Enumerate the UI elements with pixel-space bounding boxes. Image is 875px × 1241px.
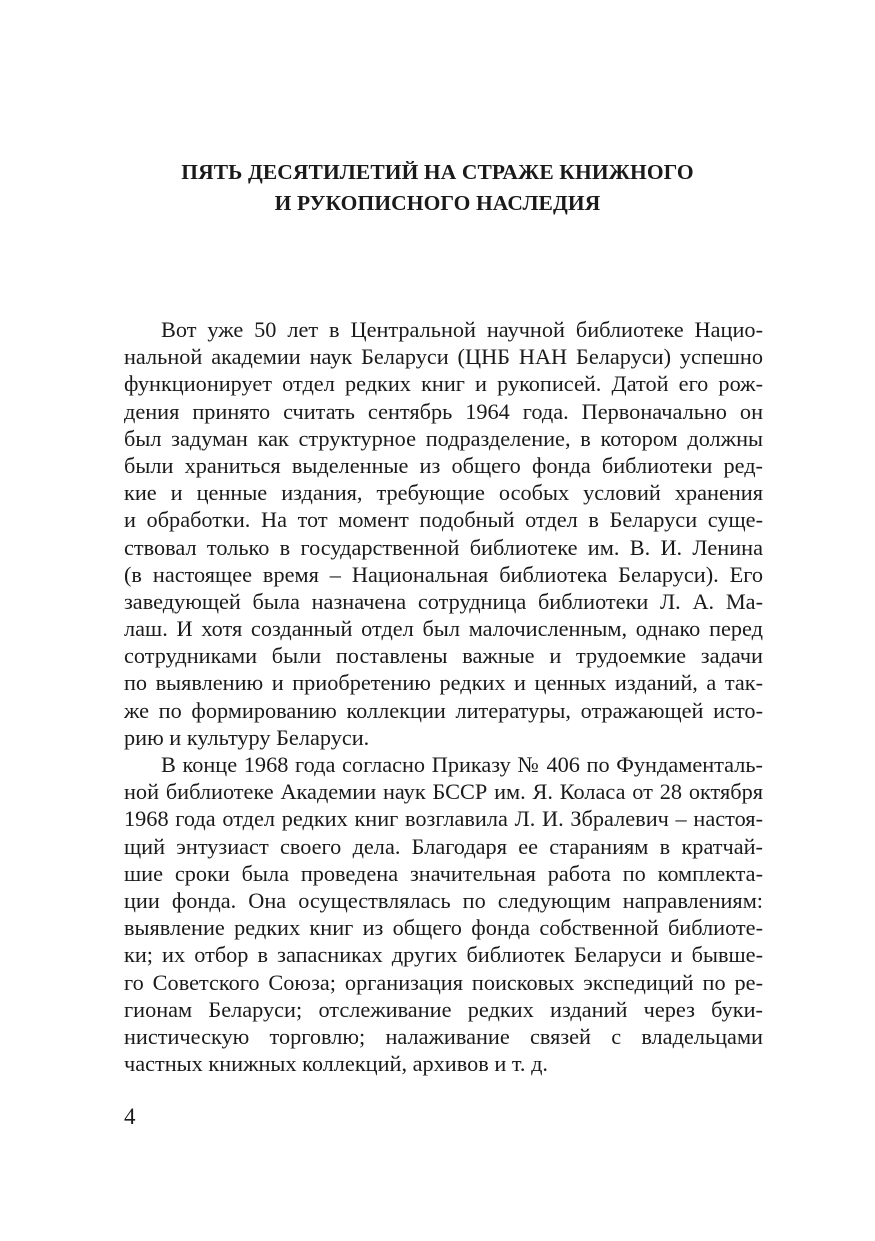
text-line: сотрудниками были поставлены важные и трудоемкие задачи	[124, 643, 763, 669]
text-line: был задуман как структурное подразделение, в котором должны	[124, 425, 763, 451]
text-line: 1968 года отдел редких книг возглавила Л. И. Збралевич – настоя-	[124, 806, 763, 832]
text-line: и обработки. На тот момент подобный отдел в Беларуси суще-	[124, 507, 763, 533]
text-line: ки; их отбор в запасниках других библиотек Беларуси и бывше-	[124, 942, 763, 968]
paragraph-2	[124, 751, 763, 1077]
text-line: (в настоящее время – Национальная библиотека Беларуси). Его	[124, 561, 763, 587]
text-line: го Советского Союза; организация поисковых экспедиций по ре-	[124, 969, 763, 995]
text-line: щий энтузиаст своего дела. Благодаря ее стараниям в кратчай-	[124, 833, 763, 859]
text-line: гионам Беларуси; отслеживание редких изданий через буки-	[124, 996, 763, 1022]
text-line: ции фонда. Она осуществлялась по следующим направлениям:	[124, 887, 763, 913]
chapter-title	[0, 157, 875, 219]
text-line: нистическую торговлю; налаживание связей с владельцами	[124, 1023, 763, 1049]
text-line: же по формированию коллекции литературы, отражающей исто-	[124, 697, 763, 723]
text-line: были храниться выделенные из общего фонда библиотеки ред-	[124, 452, 763, 478]
chapter-title-line-2: И РУКОПИСНОГО НАСЛЕДИЯ	[274, 191, 601, 215]
text-line: частных книжных коллекций, архивов и т. д.	[124, 1051, 548, 1077]
text-line: Вот уже 50 лет в Центральной научной библиотеке Нацио-	[161, 317, 763, 342]
chapter-title-line-1: ПЯТЬ ДЕСЯТИЛЕТИЙ НА СТРАЖЕ КНИЖНОГО	[181, 160, 694, 184]
paragraph-1	[124, 316, 763, 751]
text-line: лаш. И хотя созданный отдел был малочисленным, однако перед	[124, 616, 763, 642]
text-line: нальной академии наук Беларуси (ЦНБ НАН Беларуси) успешно	[124, 344, 763, 370]
page-number: 4	[124, 1104, 136, 1129]
text-line: ной библиотеке Академии наук БССР им. Я. Коласа от 28 октября	[124, 779, 763, 805]
text-line: функционирует отдел редких книг и рукописей. Датой его рож-	[124, 371, 763, 397]
text-line: дения принято считать сентябрь 1964 года. Первоначально он	[124, 398, 763, 424]
text-line: шие сроки была проведена значительная работа по комплекта-	[124, 860, 763, 886]
text-line: по выявлению и приобретению редких и ценных изданий, а так-	[124, 670, 763, 696]
text-line: ствовал только в государственной библиотеке им. В. И. Ленина	[124, 534, 763, 560]
text-line: заведующей была назначена сотрудница библиотеки Л. А. Ма-	[124, 588, 763, 614]
text-line: выявление редких книг из общего фонда собственной библиоте-	[124, 915, 763, 941]
text-line: рию и культуру Беларуси.	[124, 724, 370, 750]
text-line: В конце 1968 года согласно Приказу № 406 по Фундаменталь-	[161, 752, 763, 777]
text-line: кие и ценные издания, требующие особых условий хранения	[124, 480, 763, 506]
